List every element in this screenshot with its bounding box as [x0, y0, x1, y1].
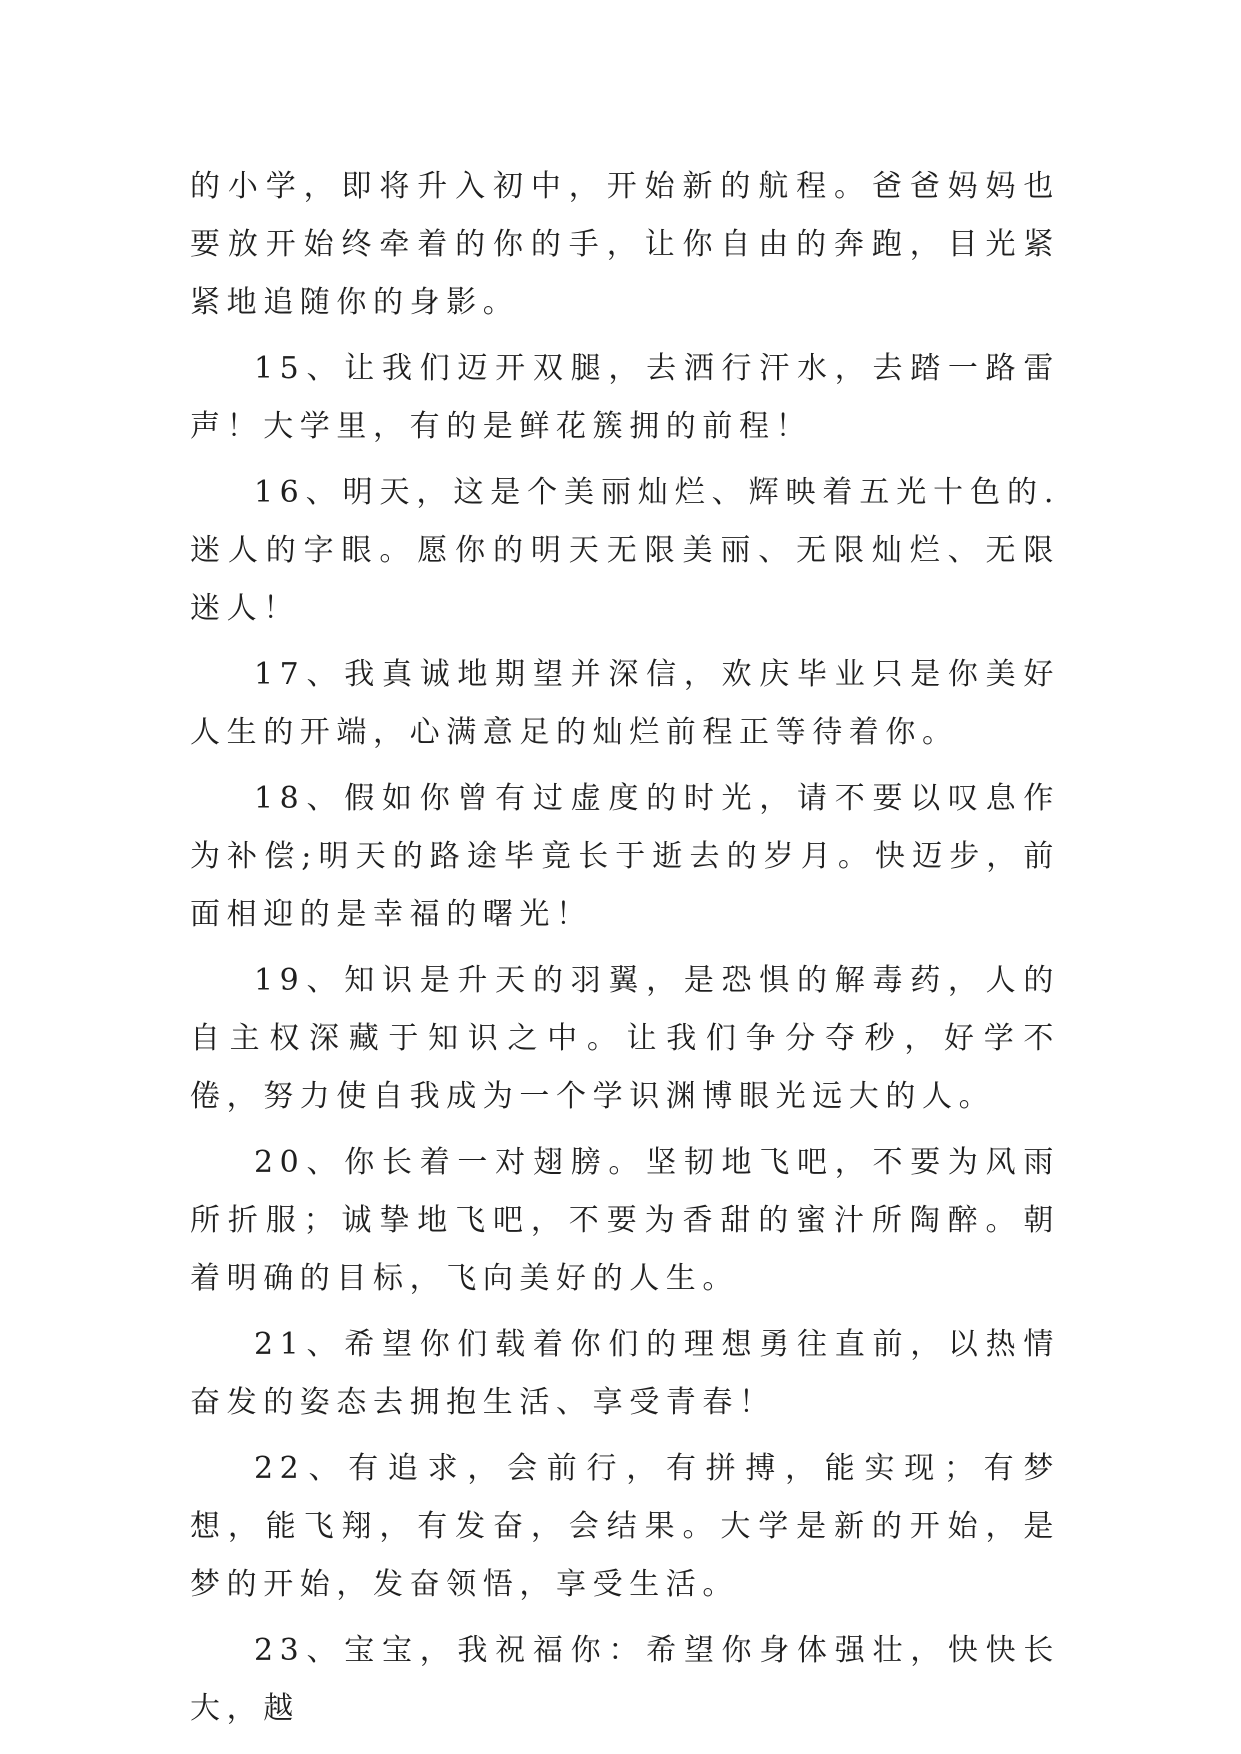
paragraph-15: 15、让我们迈开双腿，去洒行汗水，去踏一路雷声！大学里，有的是鲜花簇拥的前程！: [190, 351, 1060, 444]
paragraph-18: 18、假如你曾有过虚度的时光，请不要以叹息作为补偿;明天的路途毕竟长于逝去的岁月。快迈步，前面相迎的是幸福的曙光！: [190, 781, 1060, 932]
paragraph-continuation: 的小学，即将升入初中，开始新的航程。爸爸妈妈也要放开始终牵着的你的手，让你自由的奔跑，目光紧紧地追随你的身影。: [190, 169, 1060, 320]
paragraph-20: 20、你长着一对翅膀。坚韧地飞吧，不要为风雨所折服；诚挚地飞吧，不要为香甜的蜜汁所陶醉。朝着明确的目标，飞向美好的人生。: [190, 1145, 1060, 1296]
paragraph-23: 23、宝宝，我祝福你：希望你身体强壮，快快长大，越: [190, 1633, 1060, 1726]
paragraph-21: 21、希望你们载着你们的理想勇往直前，以热情奋发的姿态去拥抱生活、享受青春！: [190, 1327, 1060, 1420]
paragraph-16: 16、明天，这是个美丽灿烂、辉映着五光十色的.迷人的字眼。愿你的明天无限美丽、无限灿烂、无限迷人！: [190, 475, 1060, 626]
paragraph-22: 22、有追求，会前行，有拼搏，能实现；有梦想，能飞翔，有发奋，会结果。大学是新的开始，是梦的开始，发奋领悟，享受生活。: [190, 1451, 1060, 1602]
paragraph-17: 17、我真诚地期望并深信，欢庆毕业只是你美好人生的开端，心满意足的灿烂前程正等待着你。: [190, 657, 1060, 750]
document-body: [190, 158, 1060, 1746]
paragraph-19: 19、知识是升天的羽翼，是恐惧的解毒药，人的自主权深藏于知识之中。让我们争分夺秒，好学不倦，努力使自我成为一个学识渊博眼光远大的人。: [190, 963, 1060, 1114]
